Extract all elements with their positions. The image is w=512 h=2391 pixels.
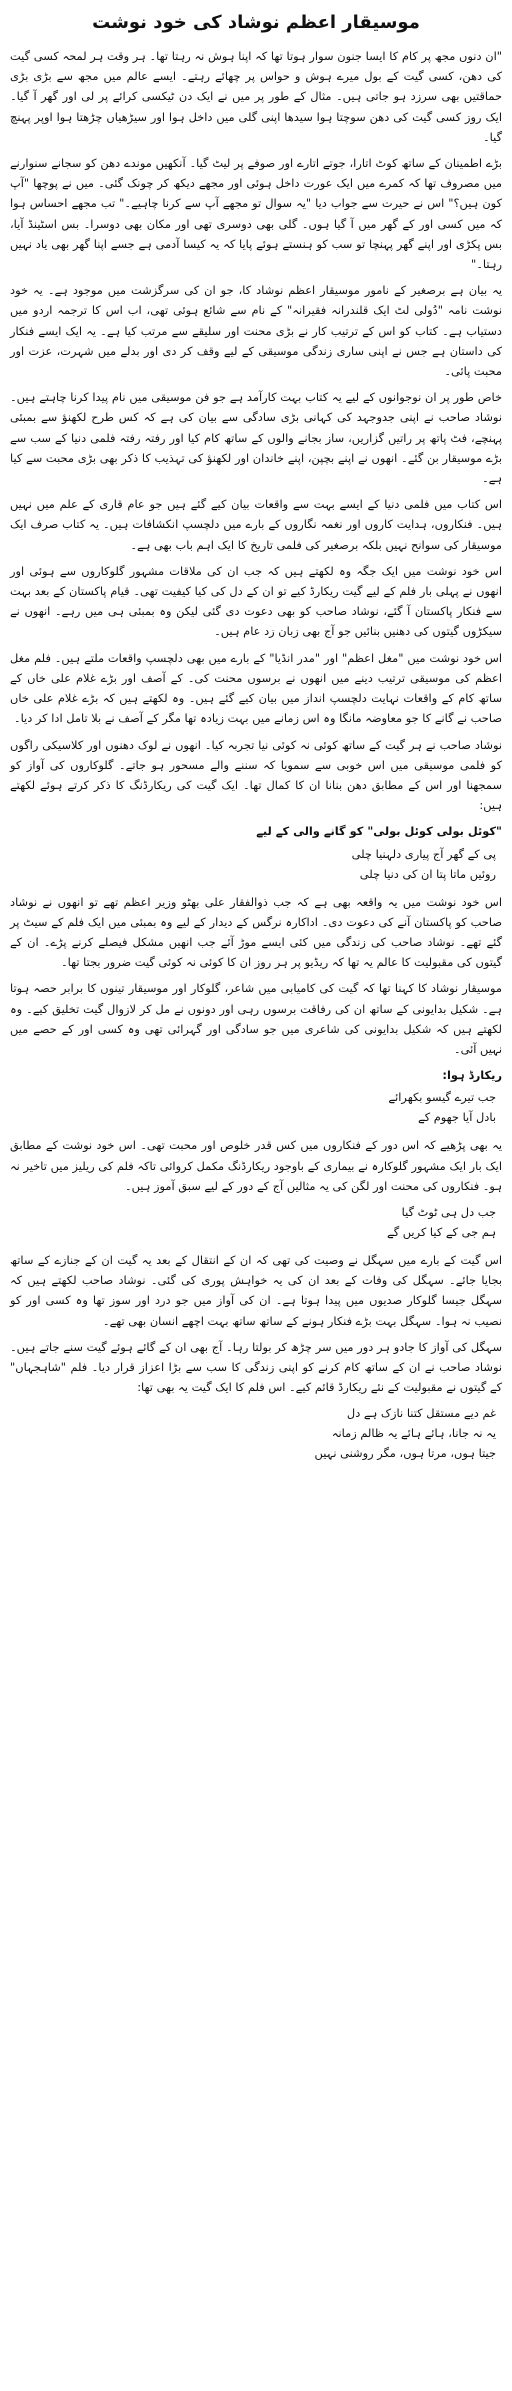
article-paragraph: موسیقار نوشاد کا کہنا تھا کہ گیت کی کامیابی میں شاعر، گلوکار اور موسیقار تینوں کا برابر حصہ ہوتا ہے۔ شکیل بدایونی کے ساتھ ان کی رفاقت برسوں رہی اور دونوں نے مل کر لازوال گیت تخلیق کیے۔ وہ لکھتے ہیں کہ شکیل بدایونی کی شاعری میں جو سادگی اور گہرائی تھی وہ کسی اور کے حصے میں نہیں آئی۔ <box>10 981 502 1056</box>
verse-line: روئیں ماتا پتا ان کی دنیا چلی <box>359 866 496 881</box>
article-paragraph: اس خود نوشت میں ایک جگہ وہ لکھتے ہیں کہ جب ان کی ملاقات مشہور گلوکاروں سے ہوئی اور انھوں نے پہلی بار فلم کے لیے گیت ریکارڈ کیے تو ان کے دل کی کیا کیفیت تھی۔ قیام پاکستان کے بعد بہت سے فنکار پاکستان آ گئے، نوشاد صاحب کو بھی دعوت دی گئی لیکن وہ بمبئی ہی میں رہے۔ انھوں نے سیکڑوں گیتوں کی دھنیں بنائیں جو آج بھی زبان زد عام ہیں۔ <box>10 563 502 639</box>
article-body <box>10 46 502 1463</box>
verse-line: جب تیرے گیسو بکھرائے <box>388 1090 496 1105</box>
article-paragraph: یہ بیان ہے برصغیر کے نامور موسیقار اعظم نوشاد کا، جو ان کی سرگزشت میں موجود ہے۔ یہ خود نوشت نامہ "دُولی لٹ ایک قلندرانہ فقیرانہ" کے نام سے شائع ہوئی تھی، اب اس کا ترجمہ اردو میں دستیاب ہے۔ کتاب کو اس کے ترتیب کار نے بڑی محنت اور سلیقے سے مرتب کیا ہے۔ یہ ایک ایسے فنکار کی داستان ہے جس نے اپنی ساری زندگی موسیقی کے لیے وقف کر دی اور بدلے میں شہرت، عزت اور محبت پائی۔ <box>10 283 502 379</box>
verse-line: غم دیے مستقل کتنا نازک ہے دل <box>346 1406 496 1421</box>
verse-intro: ریکارڈ ہوا: <box>442 1068 502 1083</box>
song-verse <box>10 1403 502 1463</box>
article-paragraph: اس خود نوشت میں یہ واقعہ بھی ہے کہ جب ذوالفقار علی بھٹو وزیر اعظم تھے تو انھوں نے نوشاد صاحب کو پاکستان آنے کی دعوت دی۔ اداکارہ نرگس کے دیدار کے لیے وہ بمبئی میں ایک فلم کے سیٹ پر گئے تھے۔ نوشاد صاحب کی زندگی میں کئی ایسے موڑ آئے جب انھیں مشکل فیصلے کرنے پڑے۔ ان کے گیتوں کی مقبولیت کا عالم یہ تھا کہ ریڈیو پر ہر روز ان کا کوئی نہ کوئی گیت ضرور بجتا تھا۔ <box>10 894 502 970</box>
article-paragraph: اس گیت کے بارے میں سہگل نے وصیت کی تھی کہ ان کے انتقال کے بعد یہ گیت ان کے جنازے کے ساتھ بجایا جائے۔ سہگل کی وفات کے بعد ان کی یہ خواہش پوری کی گئی۔ نوشاد صاحب لکھتے ہیں کہ سہگل جیسا گلوکار صدیوں میں پیدا ہوتا ہے۔ ان کی آواز میں جو درد اور سوز تھا وہ کسی اور کو نصیب نہ ہوا۔ سہگل بہت بڑے فنکار ہونے کے ساتھ ساتھ بہت اچھے انسان بھی تھے۔ <box>10 1252 502 1328</box>
article-paragraph: اس خود نوشت میں "مغل اعظم" اور "مدر انڈیا" کے بارے میں بھی دلچسپ واقعات ملتے ہیں۔ فلم مغل اعظم کی موسیقی ترتیب دینے میں انھوں نے برسوں محنت کی۔ کے آصف اور بڑے غلام علی خاں کے ساتھ کام کے واقعات نہایت دلچسپ انداز میں بیان کیے گئے ہیں۔ وہ لکھتے ہیں کہ بڑے غلام علی خاں صاحب نے گانے کا جو معاوضہ مانگا وہ اس زمانے میں بہت زیادہ تھا مگر کے آصف نے بلا تامل ادا کر دیا۔ <box>10 650 502 726</box>
verse-line: جیتا ہوں، مرتا ہوں، مگر روشنی نہیں <box>314 1446 496 1461</box>
article-paragraph: یہ بھی پڑھیے کہ اس دور کے فنکاروں میں کس قدر خلوص اور محبت تھی۔ اس خود نوشت کے مطابق ایک بار ایک مشہور گلوکارہ نے بیماری کے باوجود ریکارڈنگ مکمل کروائی تاکہ فلم کی ریلیز میں تاخیر نہ ہو۔ فنکاروں کی محنت اور لگن کی یہ مثالیں آج کے دور کے لیے سبق آموز ہیں۔ <box>10 1138 502 1193</box>
article-paragraph: بڑے اطمینان کے ساتھ کوٹ اتارا، جوتے اتارے اور صوفے پر لیٹ گیا۔ آنکھیں موندے دھن کو سجانے سنوارنے میں مصروف تھا کہ کمرے میں ایک عورت داخل ہوئی اور مجھے دیکھ کر چونک گئی۔ میں نے پوچھا "آپ کون ہیں؟" اس نے حیرت سے جواب دیا "یہ سوال تو مجھے آپ سے کرنا چاہیے۔" تب مجھے احساس ہوا کہ میں کسی اور کے گھر میں آ گیا ہوں۔ گلی بھی دوسری تھی اور مکان بھی دوسرا۔ بس اسٹینڈ آیا، بس پکڑی اور اپنے گھر پہنچا تو سب کو ہنستے ہوئے پایا کہ یہ کیسا آدمی ہے جسے اپنا گھر بھی یاد نہیں رہتا۔" <box>10 156 502 272</box>
article-paragraph: "ان دنوں مجھ پر کام کا ایسا جنون سوار ہوتا تھا کہ اپنا ہوش نہ رہتا تھا۔ ہر وقت ہر لمحہ کسی گیت کی دھن، کسی گیت کے بول میرے ہوش و حواس پر چھائے رہتے۔ ایسے عالم میں مجھ سے بڑی بڑی حماقتیں بھی سرزد ہو جاتی ہیں۔ مثال کے طور پر میں نے ایک دن ٹیکسی کرائے پر لی اور گھر آ گیا۔ ایک روز کسی گیت کی دھن سوچتا ہوا سیدھا اپنی گلی میں داخل ہوا اور سیڑھیاں چڑھتا ہوا اوپر پہنچ گیا۔ <box>10 49 502 144</box>
song-verse <box>10 1087 502 1127</box>
verse-line: ہم جی کے کیا کریں گے <box>387 1224 496 1239</box>
verse-intro: "کوئل بولی کوئل بولی" کو گانے والی کے لیے <box>256 824 502 839</box>
verse-line: پی کے گھر آج پیاری دلہنیا چلی <box>351 846 496 861</box>
song-verse <box>10 1202 502 1242</box>
verse-line: جب دل ہی ٹوٹ گیا <box>401 1204 496 1219</box>
article-paragraph: خاص طور پر ان نوجوانوں کے لیے یہ کتاب بہت کارآمد ہے جو فن موسیقی میں نام پیدا کرنا چاہتے ہیں۔ نوشاد صاحب نے اپنی جدوجہد کی کہانی بڑی سادگی سے بیان کی ہے کہ کس طرح لکھنؤ سے بمبئی پہنچے، فٹ پاتھ پر راتیں گزاریں، ساز بجانے والوں کے ساتھ کام کیا اور رفتہ رفتہ فلمی دنیا کے سب سے بڑے موسیقار بن گئے۔ انھوں نے اپنے بچپن، اپنے خاندان اور لکھنؤ کی تہذیب کا ذکر بھی بڑی محبت سے کیا ہے۔ <box>10 390 502 486</box>
article-paragraph: نوشاد صاحب نے ہر گیت کے ساتھ کوئی نہ کوئی نیا تجربہ کیا۔ انھوں نے لوک دھنوں اور کلاسیکی راگوں کو فلمی موسیقی میں اس خوبی سے سمویا کہ سننے والے مسحور ہو جاتے۔ گلوکاروں کی آواز کو سمجھنا اور اس کے مطابق دھن بنانا ان کا کمال تھا۔ ایک گیت کی ریکارڈنگ کا ذکر کرتے ہوئے لکھتے ہیں: <box>10 737 502 813</box>
song-verse <box>10 844 502 884</box>
verse-line: بادل آیا جھوم کے <box>418 1110 496 1125</box>
page-title: موسیقار اعظم نوشاد کی خود نوشت <box>92 12 420 33</box>
article-paragraph: سہگل کی آواز کا جادو ہر دور میں سر چڑھ کر بولتا رہا۔ آج بھی ان کے گائے ہوئے گیت سنے جاتے ہیں۔ نوشاد صاحب نے ان کے ساتھ کام کرنے کو اپنی زندگی کا سب سے بڑا اعزاز قرار دیا۔ فلم "شاہجہاں" کے گیتوں نے مقبولیت کے نئے ریکارڈ قائم کیے۔ اس فلم کا ایک گیت یہ بھی تھا: <box>10 1339 502 1395</box>
article-paragraph: اس کتاب میں فلمی دنیا کے ایسے بہت سے واقعات بیان کیے گئے ہیں جو عام قاری کے علم میں نہیں ہیں۔ فنکاروں، ہدایت کاروں اور نغمہ نگاروں کے بارے میں دلچسپ انکشافات ہیں۔ یہ کتاب صرف ایک موسیقار کی سوانح نہیں بلکہ برصغیر کی فلمی تاریخ کا ایک اہم باب بھی ہے۔ <box>10 497 502 552</box>
verse-line: یہ نہ جانا، ہائے ہائے یہ ظالم زمانہ <box>331 1426 496 1441</box>
